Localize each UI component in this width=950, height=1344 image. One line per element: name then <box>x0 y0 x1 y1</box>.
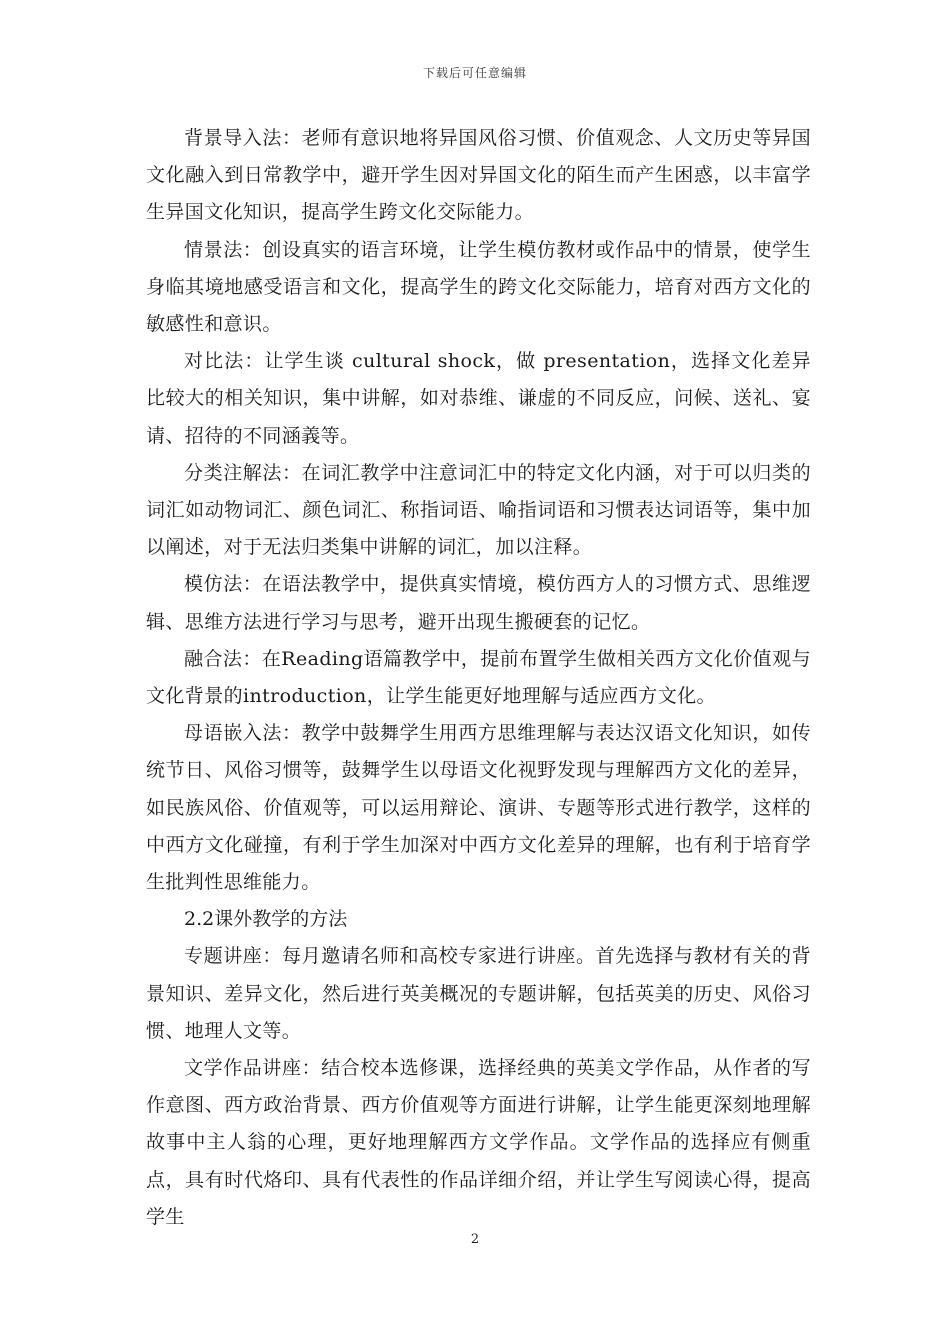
paragraph-mother-tongue-method: 母语嵌入法：教学中鼓舞学生用西方思维理解与表达汉语文化知识，如传统节日、风俗习惯等，鼓舞学生以母语文化视野发现与理解西方文化的差异，如民族风俗、价值观等，可以运用辩论、演讲、专题等形式进行教学，这样的中西方文化碰撞，有利于学生加深对中西方文化差异的理解，也有利于培育学生批判性思维能力。 <box>146 722 811 894</box>
paragraph-background-method: 背景导入法：老师有意识地将异国风俗习惯、价值观念、人文历史等异国文化融入到日常教学中，避开学生因对异国文化的陌生而产生困惑，以丰富学生异国文化知识，提高学生跨文化交际能力。 <box>146 127 811 224</box>
paragraph-classification-method: 分类注解法：在词汇教学中注意词汇中的特定文化内涵，对于可以归类的词汇如动物词汇、颜色词汇、称指词语、喻指词语和习惯表达词语等，集中加以阐述，对于无法归类集中讲解的词汇，加以注释。 <box>146 461 811 559</box>
document-body <box>146 120 811 1236</box>
paragraph-situation-method: 情景法：创设真实的语言环境，让学生模仿教材或作品中的情景，使学生身临其境地感受语言和文化，提高学生的跨文化交际能力，培育对西方文化的敏感性和意识。 <box>146 238 811 336</box>
paragraph-imitation-method: 模仿法：在语法教学中，提供真实情境，模仿西方人的习惯方式、思维逻辑、思维方法进行学习与思考，避开出现生搬硬套的记忆。 <box>146 573 811 633</box>
section-heading: 2.2课外教学的方法 <box>184 908 348 931</box>
paragraph-lecture: 专题讲座：每月邀请名师和高校专家进行讲座。首先选择与教材有关的背景知识、差异文化，然后进行英美概况的专题讲解，包括英美的历史、风俗习惯、地理人文等。 <box>146 945 811 1042</box>
paragraph-contrast-method: 对比法：让学生谈 cultural shock，做 presentation，选择文化差异比较大的相关知识，集中讲解，如对恭维、谦虚的不同反应，问候、送礼、宴请、招待的不同涵義等。 <box>146 350 811 447</box>
page-header-note: 下载后可任意编辑 <box>422 66 527 80</box>
paragraph-integration-method: 融合法：在Reading语篇教学中，提前布置学生做相关西方文化价值观与文化背景的introduction，让学生能更好地理解与适应西方文化。 <box>146 647 811 708</box>
page-number: 2 <box>470 1232 480 1247</box>
paragraph-literature-lecture: 文学作品讲座：结合校本选修课，选择经典的英美文学作品，从作者的写作意图、西方政治背景、西方价值观等方面进行讲解，让学生能更深刻地理解故事中主人翁的心理，更好地理解西方文学作品。文学作品的选择应有侧重点，具有时代烙印、具有代表性的作品详细介绍，并让学生写阅读心得，提高学生 <box>146 1057 811 1228</box>
